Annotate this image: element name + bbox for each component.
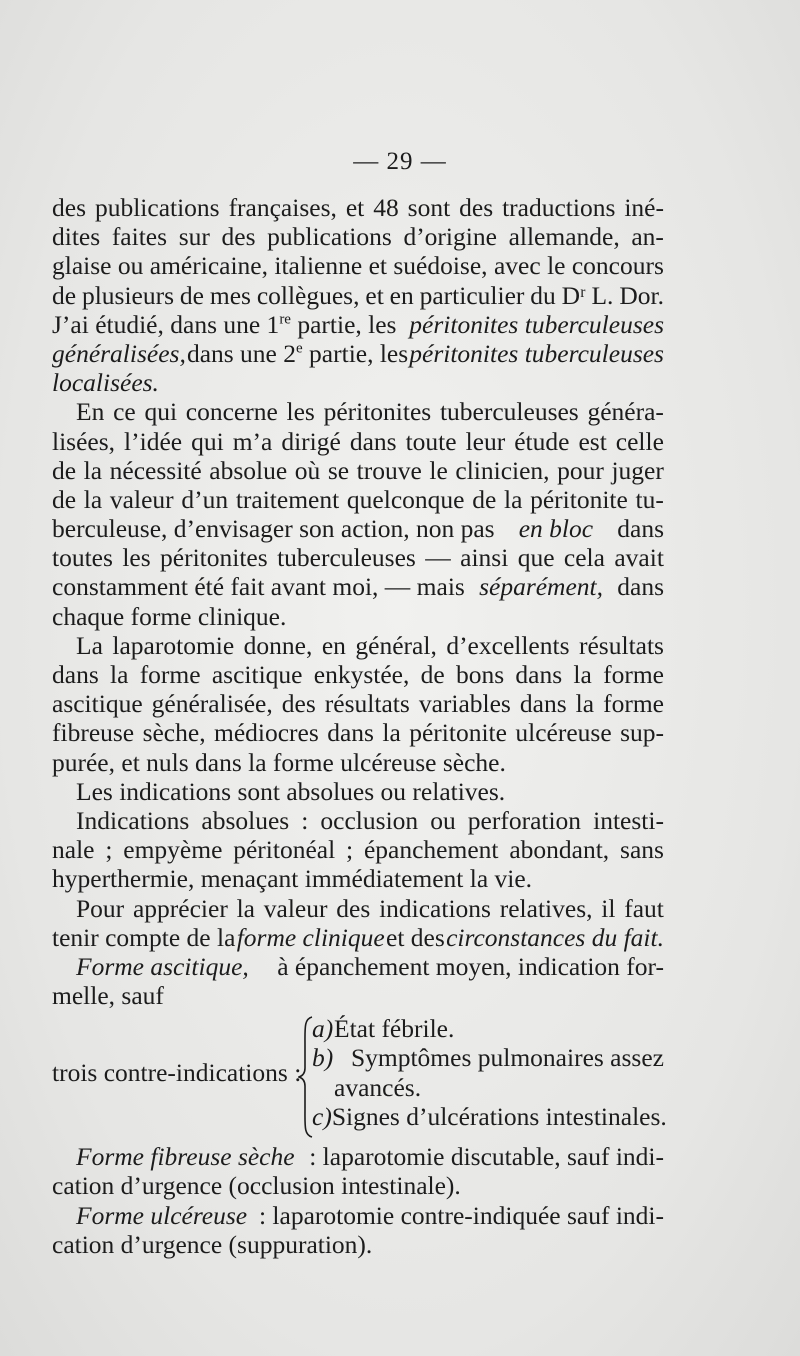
word: d’un <box>181 484 229 514</box>
word: ascitique <box>52 689 143 719</box>
text-line <box>52 514 664 543</box>
contra-indications-block <box>52 1014 667 1142</box>
text-run: berculeuse, d’envisager son action, non pas <box>52 514 495 544</box>
word: généra- <box>587 397 664 427</box>
word: la <box>83 455 103 485</box>
word: variables <box>418 689 511 719</box>
text-line <box>52 572 664 601</box>
word: la <box>573 660 592 689</box>
item-letter: a) <box>312 1014 334 1044</box>
word: Dʳ <box>561 280 586 310</box>
item-text: Signes d’ulcérations intestinales. <box>331 1101 667 1131</box>
word: traductions <box>502 193 616 222</box>
word: étude <box>514 426 570 456</box>
contra-indications-list <box>312 1014 667 1131</box>
word: que <box>517 543 555 573</box>
word: 48 <box>373 193 399 222</box>
word: général, <box>355 630 437 660</box>
word: italienne <box>274 251 363 281</box>
word: sont <box>407 193 451 222</box>
word: en <box>389 280 414 310</box>
word: ulcéreuse <box>515 718 612 748</box>
word: apprécier <box>132 893 228 923</box>
word: des <box>459 193 494 222</box>
word: péritonéal <box>233 835 336 865</box>
word: de <box>179 280 204 310</box>
word: m’a <box>232 426 273 456</box>
italic-term: localisées. <box>52 368 159 398</box>
word: absolue <box>209 455 288 485</box>
word: le <box>547 251 566 281</box>
word: fibreuse <box>52 718 135 748</box>
word: épanchement <box>363 835 499 865</box>
word: publications <box>267 222 392 252</box>
text-line <box>52 456 664 485</box>
text-line <box>52 835 664 864</box>
word: dans <box>519 689 567 719</box>
word: relatives, <box>499 893 593 923</box>
word: : <box>301 805 309 835</box>
word: il <box>601 893 616 923</box>
text-run: dans <box>617 514 664 544</box>
word: dirigé <box>281 426 341 456</box>
text-run: et des <box>386 922 445 952</box>
contra-indication-item <box>312 1043 664 1072</box>
word: sup- <box>620 718 664 748</box>
word: allemande, <box>508 222 620 252</box>
text-run: constamment été fait avant moi, — mais <box>52 572 465 602</box>
text-run: J’ai étudié, dans une 1 <box>52 309 280 339</box>
text-line <box>52 952 664 981</box>
word: absolues <box>201 805 290 835</box>
superscript: e <box>296 340 303 357</box>
text-line: melle, sauf <box>52 981 164 1011</box>
word: particulier <box>419 280 525 310</box>
item-letter: c) <box>312 1101 332 1131</box>
text-line <box>52 806 664 835</box>
contra-indication-item <box>312 1014 664 1043</box>
text-line: cation d’urgence (suppuration). <box>52 1229 373 1259</box>
word: lisées, <box>52 426 116 456</box>
word: toutes <box>52 543 113 573</box>
word: du <box>530 280 556 310</box>
word: concours <box>571 251 664 281</box>
word: ; <box>346 835 354 865</box>
text-line: purée, et nuls dans la forme ulcéreuse sèche. <box>52 747 506 777</box>
word: les <box>286 397 315 427</box>
word: des <box>52 193 86 222</box>
text-line <box>52 339 664 368</box>
word: leur <box>465 426 506 456</box>
word: forme <box>139 660 201 689</box>
text-line <box>52 251 664 280</box>
word: tuberculeuses <box>277 543 416 573</box>
text-line: chaque forme clinique. <box>52 601 287 631</box>
word: bons <box>455 660 505 689</box>
word: pour <box>557 455 604 485</box>
word: Indications <box>76 805 190 835</box>
word: sèche, <box>142 718 206 748</box>
word: La <box>76 630 103 660</box>
word: celle <box>615 426 664 456</box>
text-line: hyperthermie, menaçant immédiatement la vie. <box>52 864 533 894</box>
word: d’excellents <box>446 630 570 660</box>
superscript: re <box>279 311 291 328</box>
word: avec <box>493 251 541 281</box>
word: ou <box>117 251 144 281</box>
text-run: à épanchement moyen, indication for- <box>277 951 664 981</box>
text-run: dans une 2 <box>186 338 296 368</box>
text-line <box>52 222 664 251</box>
word: ce <box>113 397 136 427</box>
word: forme <box>603 689 664 719</box>
text-line <box>52 1201 664 1230</box>
item-text: Symptômes pulmonaires assez <box>350 1043 664 1073</box>
word: péritonite <box>530 484 628 514</box>
word: tuberculeuses <box>439 397 579 427</box>
word: toute <box>405 426 457 456</box>
text-line: cation d’urgence (occlusion intestinale). <box>52 1171 461 1201</box>
word: laparotomie <box>112 630 235 660</box>
word: donne, <box>243 630 313 660</box>
word: qui <box>144 397 178 427</box>
word: le <box>429 455 448 485</box>
word: iné- <box>624 193 664 222</box>
word: traitement <box>235 484 340 514</box>
text-line <box>52 193 664 222</box>
word: empyème <box>123 835 223 865</box>
text-line <box>52 427 664 456</box>
text-line <box>52 1142 664 1171</box>
text-line <box>52 631 664 660</box>
word: la <box>236 893 255 923</box>
text-line <box>52 660 664 689</box>
word: tu- <box>635 484 664 514</box>
word: forme <box>603 660 664 689</box>
word: clinicien, <box>455 455 550 485</box>
word: et <box>365 280 384 310</box>
word: en <box>321 630 346 660</box>
word: Pour <box>76 893 125 923</box>
word: — <box>425 543 451 573</box>
word: dans <box>349 426 397 456</box>
word: nécessité <box>109 455 202 485</box>
body-text <box>52 193 667 1259</box>
word: la <box>382 718 401 748</box>
word: perforation <box>467 805 582 835</box>
word: de <box>420 660 445 689</box>
word: intesti- <box>593 805 664 835</box>
contra-indication-item <box>312 1073 664 1102</box>
word: dans <box>52 660 99 689</box>
word: juger <box>611 455 664 485</box>
word: des <box>221 222 256 252</box>
word: péritonites <box>323 397 432 427</box>
word: collègues, <box>256 280 360 310</box>
word: est <box>578 426 607 456</box>
text-line <box>52 397 664 426</box>
word: péritonite <box>409 718 507 748</box>
word: de <box>472 484 497 514</box>
text-line <box>52 923 664 952</box>
word: sans <box>620 835 664 865</box>
word: glaise <box>52 251 112 281</box>
word: nale <box>52 835 95 865</box>
word: et <box>368 251 387 281</box>
word: indications <box>379 893 491 923</box>
word: valeur <box>263 893 328 923</box>
italic-term: en bloc <box>518 514 594 544</box>
italic-term: Forme fibreuse sèche <box>76 1142 295 1172</box>
italic-term: forme clinique <box>236 922 385 952</box>
paragraph-1 <box>52 193 664 310</box>
text-run: partie, les <box>302 338 409 368</box>
contra-indication-item <box>312 1101 667 1131</box>
word: publications <box>94 193 220 222</box>
word: résultats <box>579 630 664 660</box>
text-run: tenir compte de la <box>52 922 236 952</box>
word: la <box>503 484 523 514</box>
word: la <box>575 689 595 719</box>
text-line <box>52 485 664 514</box>
word: ainsi <box>460 543 509 573</box>
text-run: dans <box>617 572 664 602</box>
word: résultats <box>324 689 410 719</box>
italic-term: séparément, <box>479 572 604 602</box>
word: se <box>327 455 350 485</box>
italic-term: circonstances du fait. <box>446 922 664 952</box>
text-line <box>52 543 664 572</box>
text-run: : laparotomie discutable, sauf indi- <box>309 1142 664 1172</box>
word: suédoise, <box>393 251 488 281</box>
text-line: Les indications sont absolues ou relatives. <box>76 776 506 806</box>
word: dans <box>515 660 563 689</box>
word: où <box>294 455 321 485</box>
item-letter: b) <box>312 1043 334 1073</box>
text-run: partie, les <box>290 309 397 339</box>
word: quelconque <box>346 484 465 514</box>
word: L. <box>591 280 614 310</box>
text-line <box>52 894 664 923</box>
text-line <box>52 310 664 339</box>
word: cela <box>563 543 605 573</box>
text-line <box>52 718 664 747</box>
word: concerne <box>185 397 278 427</box>
word: de <box>52 484 77 514</box>
word: mes <box>209 280 251 310</box>
word: de <box>52 280 77 310</box>
word: trouve <box>356 455 422 485</box>
item-text: État fébrile. <box>334 1014 455 1044</box>
word: et <box>345 193 365 222</box>
word: la <box>83 484 103 514</box>
word: les <box>122 543 151 573</box>
word: enkystée, <box>313 660 410 689</box>
word: des <box>336 893 371 923</box>
word: américaine, <box>149 251 268 281</box>
page-number: — 29 — <box>353 148 447 175</box>
italic-term: péritonites tuberculeuses <box>409 309 664 339</box>
italic-term: Forme ascitique, <box>76 951 249 981</box>
word: faut <box>624 893 664 923</box>
text-line <box>52 689 664 718</box>
word: dans <box>327 718 374 748</box>
word: d’origine <box>403 222 497 252</box>
contra-indications-label: trois contre-indications : <box>52 1058 302 1088</box>
word: généralisée, <box>151 689 273 719</box>
italic-term: péritonites tuberculeuses <box>409 338 664 368</box>
word: avait <box>614 543 664 573</box>
word: sur <box>178 222 210 252</box>
word: de <box>52 455 77 485</box>
item-text: avancés. <box>334 1072 422 1102</box>
text-line <box>52 281 664 310</box>
word: dites <box>52 222 101 252</box>
item-letter <box>312 1073 334 1102</box>
word: des <box>281 689 316 719</box>
word: françaises, <box>228 193 337 222</box>
word: médiocres <box>214 718 319 748</box>
word: qui <box>191 426 224 456</box>
word: la <box>110 660 129 689</box>
word: l’idée <box>124 426 183 456</box>
word: En <box>76 397 105 427</box>
word: valeur <box>109 484 174 514</box>
word: faites <box>111 222 168 252</box>
italic-term: Forme ulcéreuse <box>76 1200 248 1230</box>
word: occlusion <box>320 805 419 835</box>
word: plusieurs <box>81 280 175 310</box>
word: ascitique <box>211 660 303 689</box>
word: an- <box>631 222 664 252</box>
word: ou <box>430 805 456 835</box>
word: abondant, <box>509 835 610 865</box>
word: ; <box>105 835 113 865</box>
word: Dor. <box>619 280 664 310</box>
text-line <box>52 368 664 397</box>
text-run: : laparotomie contre-indiquée sauf indi- <box>258 1200 664 1230</box>
italic-term: généralisées, <box>52 338 186 368</box>
word: péritonites <box>160 543 268 573</box>
